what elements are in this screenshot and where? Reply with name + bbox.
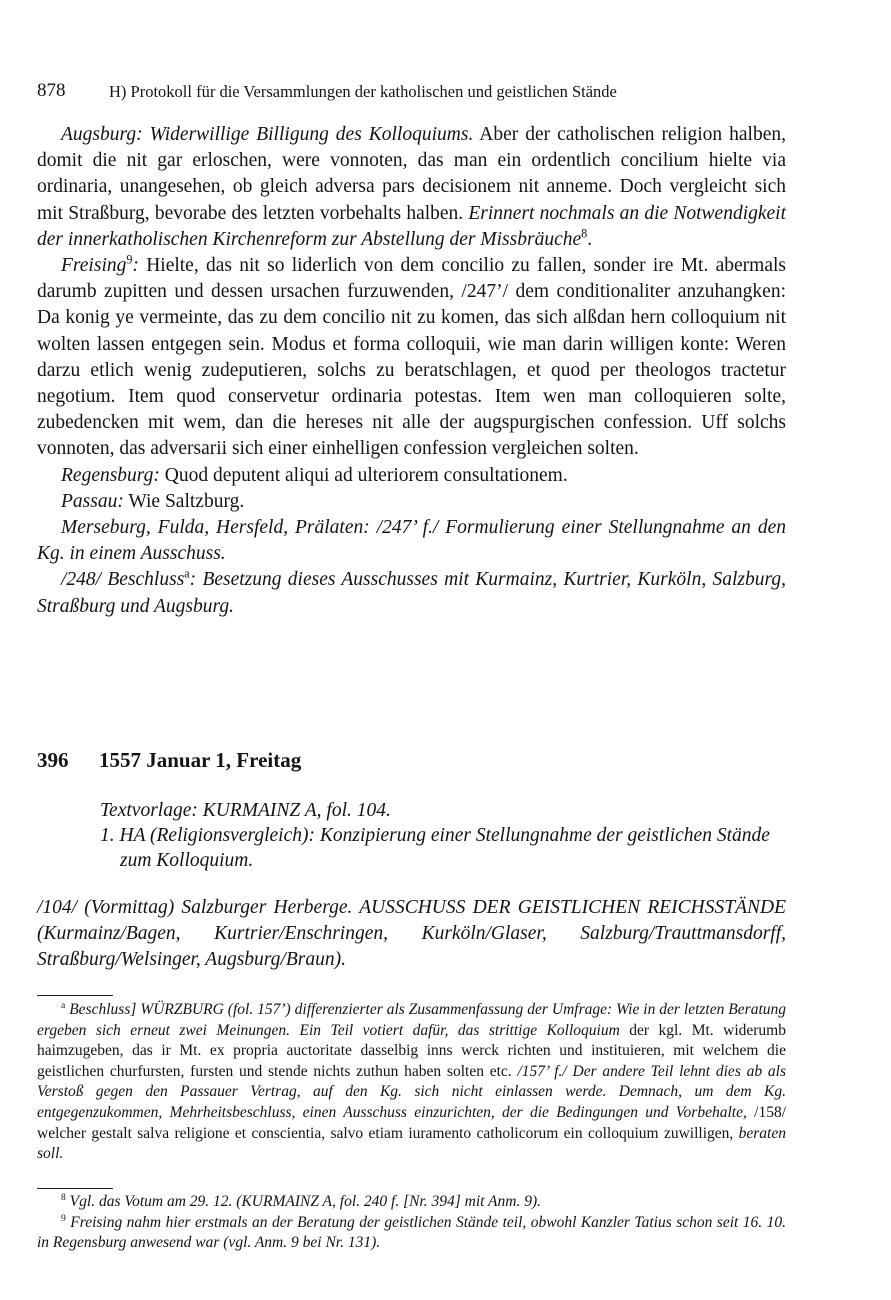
paragraph-beschluss [37,567,786,619]
footnote-mark-9: 9 [61,1212,66,1224]
speaker-augsburg: Augsburg: [61,124,143,145]
footnote-a [37,1000,786,1165]
paragraph-passau [37,489,786,515]
topic-line: 1. HA (Religionsvergleich): Konzipierung einer Stellungnahme der geistlichen Stände zum Kolloquium. [100,825,770,871]
summary-merseburg: Merseburg, Fulda, Hersfeld, Prälaten: /247’ f./ Formulierung einer Stellungnahme an den Kg. in einem Ausschuss. [37,517,786,565]
sentence-end: . [587,228,593,250]
paragraph-regensburg [37,463,786,489]
speaker-regensburg: Regensburg: [61,464,160,486]
speaker-freising: Freising [61,255,127,277]
footnote-8 [37,1192,786,1213]
footnote-mark-8: 8 [61,1191,66,1203]
text-regensburg: Quod deputent aliqui ad ulteriorem consultationem. [164,464,568,486]
footnote-ref-9[interactable]: 9 [126,252,133,267]
footnote-8-text: Vgl. das Votum am 29. 12. (KURMAINZ A, fol. 240 f. [Nr. 394] mit Anm. 9). [69,1193,542,1210]
source-reference: Textvorlage: KURMAINZ A, fol. 104. [100,800,391,821]
text-passau: Wie Saltzburg. [128,490,245,512]
footnote-a-italic-1: Beschluss] WÜRZBURG (fol. 157’) differenzierter als Zusammenfassung der Umfrage: Wie in der letzten Beratung ergeben sich erneut zwei Meinungen. Ein Teil votiert dafür, das strittige Kolloquium [37,1001,786,1039]
commentary-footnotes [37,1192,786,1254]
footnote-a-quote-1: der kgl. Mt. widerumb haimzugeben, das ir Mt. ex propria auctoritate dasselbig inns werck richten und instituieren, mit welchem die geistlichen churfursten, fursten und stende nichts zuthun haben solten etc. [37,1021,786,1080]
footnote-ref-a[interactable]: a [184,566,190,581]
footnote-9 [37,1213,786,1254]
footnote-a-italic-2: /157’ f./ Der andere Teil lehnt dies ab als Verstoß gegen den Passauer Vertrag, auf den Kg. sich nicht einlassen werde. Demnach, um dem Kg. entgegenzukommen, Mehrheitsbeschluss, einen Ausschuss einzurichten, der die Bedingungen und Vorbehalte, [37,1062,786,1121]
page-number: 878 [37,80,66,101]
paragraph-freising [37,253,786,463]
paragraph-augsburg [37,122,786,253]
running-head [37,80,797,106]
session-line: /104/ (Vormittag) Salzburger Herberge. AUSSCHUSS DER GEISTLICHEN REICHSSTÄNDE (Kurmainz/Bagen, Kurtrier/Enschringen, Kurköln/Glaser, Salzburg/Trauttmansdorff, Straßburg/Welsinger, Augsburg/Braun). [37,897,786,970]
footnote-9-text: Freising nahm hier erstmals an der Beratung der geistlichen Stände teil, obwohl Kanzler Tatius schon seit 16. 10. in Regensburg anwesend war (vgl. Anm. 9 bei Nr. 131). [37,1213,787,1252]
text-augsburg: Aber der catholischen religion halben, domit die nit gar erloschen, were vonnoten, das man ein ordentlich concilium hielte via ordinaria, unangesehen, ob gleich adversa pars decisionem nit anneme. Doch vergleicht sich mit Straßburg, bevorabe des letzten vorbehalts halben. [37,124,786,224]
protocol-body [37,122,786,620]
summary-augsburg: Widerwillige Billigung des Kolloquiums. [149,124,474,145]
document-heading [37,748,301,773]
document-date: 1557 Januar 1, Freitag [99,748,302,772]
paragraph-merseburg [37,515,786,567]
footnote-rule [37,995,113,996]
beschluss-label: /248/ Beschluss [61,569,185,591]
text-freising: Hielte, das nit so liderlich von dem concilio zu fallen, sonder ire Mt. abermals darumb zupitten und dessen ursachen furzuwenden, /247’/ dem conditionaliter anzuhangken: Da konig ye vermeinte, das zu dem concilio nit zu komen, das sich alßdan hern colloquium nit wolten lassen entgegen sein. Modus et forma colloquii, wie man darin willigen konte: Weren darzu etlich wenig zudeputieren, solchs zu beratschlagen, et quod per theologos tractetur negotium. Item quod conservetur ordinaria potestas. Item wen man colloquieren solte, zubedencken mit wem, dan die hereses nit alle der augspurgischen confession. Uff solchs vonnoten, das adversarii sich einer einhelligen confession vergleichen solten. [37,255,786,460]
running-head-title: H) Protokoll für die Versammlungen der katholischen und geistlichen Stände [109,82,617,101]
footnote-a-quote-2: /158/ welcher gestalt salva religione et conscientia, salvo etiam iuramento catholicorum ein colloquium zuwilligen, [37,1103,787,1142]
document-number: 396 [37,748,69,772]
footnote-rule [37,1188,113,1189]
source-block [100,798,786,873]
beschluss-text: : Besetzung dieses Ausschusses mit Kurmainz, Kurtrier, Kurköln, Salzburg, Straßburg und Augsburg. [37,569,786,617]
footnote-a-italic-3: beraten soll. [37,1124,786,1163]
textual-footnotes [37,1000,786,1165]
speaker-colon: : [132,255,139,277]
summary-augsburg-2: Erinnert nochmals an die Notwendigkeit der innerkatholischen Kirchenreform zur Abstellung der Missbräuche [37,202,787,250]
footnote-mark-a: a [61,999,66,1011]
footnote-ref-8[interactable]: 8 [581,226,588,241]
speaker-passau: Passau: [61,490,124,512]
